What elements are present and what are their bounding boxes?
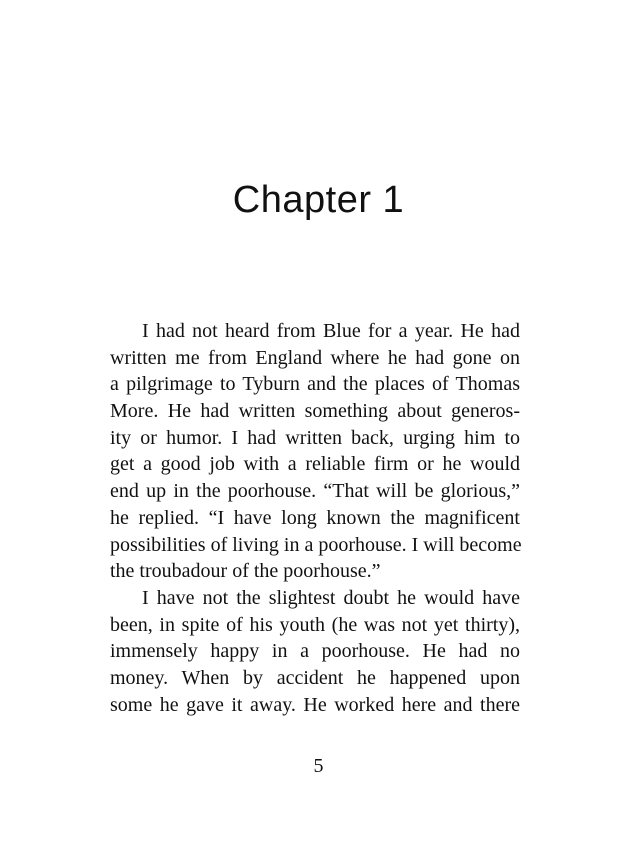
chapter-body-text <box>110 318 520 718</box>
page-number: 5 <box>313 755 324 777</box>
text-line: a pilgrimage to Tyburn and the places of Thomas <box>110 373 520 396</box>
text-line: some he gave it away. He worked here and there <box>110 693 520 716</box>
text-line: ity or humor. I had written back, urging him to <box>110 426 520 449</box>
text-line: he replied. “I have long known the magnificent <box>110 506 520 529</box>
text-line: get a good job with a reliable firm or he would <box>110 453 520 476</box>
text-line: been, in spite of his youth (he was not yet thirty), <box>110 613 520 636</box>
text-line: written me from England where he had gone on <box>110 346 520 369</box>
text-line: I had not heard from Blue for a year. He had <box>142 320 520 342</box>
paragraph <box>110 585 520 718</box>
text-line: I have not the slightest doubt he would have <box>142 586 520 609</box>
text-line: More. He had written something about generos- <box>110 400 520 423</box>
text-line: possibilities of living in a poorhouse. I will become <box>110 533 522 556</box>
text-line: end up in the poorhouse. “That will be glorious,” <box>110 480 520 503</box>
text-line: money. When by accident he happened upon <box>110 666 520 689</box>
paragraph <box>110 318 520 585</box>
text-line: the troubadour of the poorhouse.” <box>110 560 381 583</box>
chapter-title: Chapter 1 <box>232 179 405 221</box>
text-line: immensely happy in a poorhouse. He had no <box>110 640 520 663</box>
